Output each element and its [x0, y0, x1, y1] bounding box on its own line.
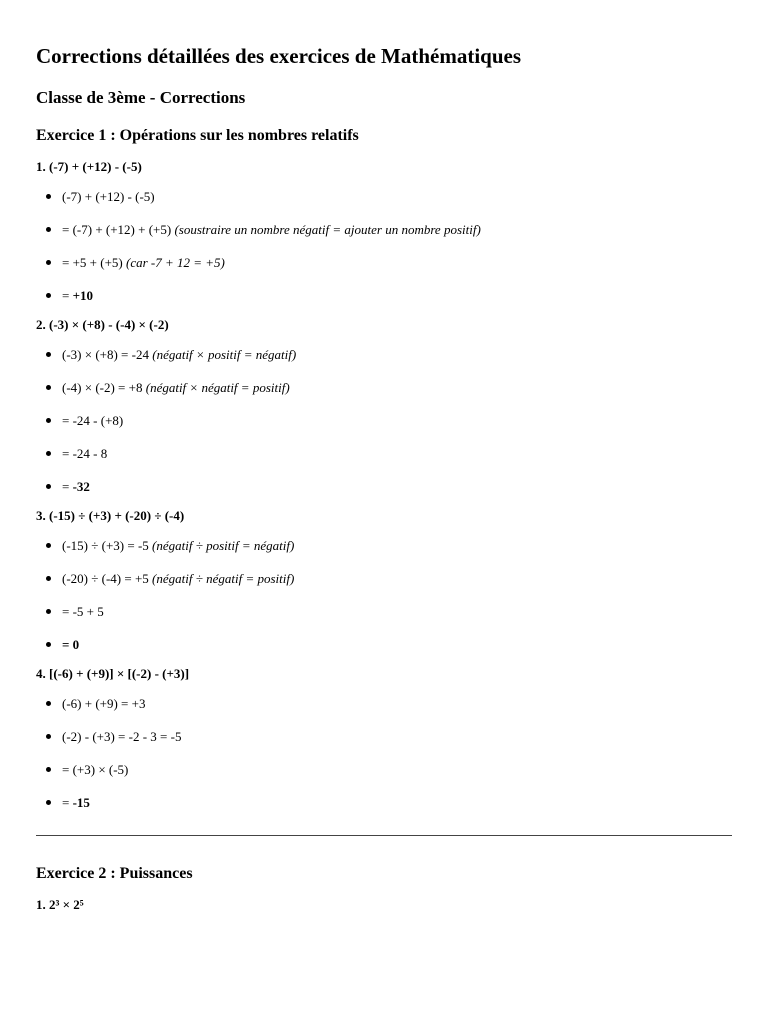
step-text: (-7) + (+12) - (-5) — [62, 189, 155, 204]
step-text: (-6) + (+9) = +3 — [62, 696, 146, 711]
solution-steps — [36, 537, 732, 653]
list-item — [62, 221, 732, 238]
exercise-1 — [36, 126, 732, 811]
page-title: Corrections détaillées des exercices de Mathématiques — [36, 44, 522, 68]
list-item — [62, 188, 732, 205]
list-item — [62, 695, 732, 712]
list-item — [62, 346, 732, 363]
step-result: -32 — [72, 479, 90, 494]
question-title: 2. (-3) × (+8) - (-4) × (-2) — [36, 317, 169, 332]
step-text: = -5 + 5 — [62, 604, 104, 619]
solution-steps — [36, 188, 732, 304]
step-note: (négatif ÷ positif = négatif) — [152, 538, 295, 553]
step-note: (car -7 + 12 = +5) — [125, 255, 225, 270]
step-text: = (+3) × (-5) — [62, 762, 129, 777]
question-title: 4. [(-6) + (+9)] × [(-2) - (+3)] — [36, 666, 190, 681]
exercise-1-question-1 — [36, 158, 732, 304]
step-result: +10 — [72, 288, 94, 303]
step-note: (négatif × négatif = positif) — [145, 380, 290, 395]
exercise-1-question-2 — [36, 316, 732, 495]
step-text: = — [62, 795, 73, 810]
list-item — [62, 537, 732, 554]
step-note: (négatif × positif = négatif) — [152, 347, 297, 362]
list-item — [62, 794, 732, 811]
exercise-1-heading: Exercice 1 : Opérations sur les nombres relatifs — [36, 127, 359, 144]
list-item — [62, 254, 732, 271]
list-item — [62, 379, 732, 396]
question-title: 3. (-15) ÷ (+3) + (-20) ÷ (-4) — [36, 508, 185, 523]
solution-steps — [36, 346, 732, 495]
step-text: (-20) ÷ (-4) = +5 — [62, 571, 149, 586]
list-item — [62, 636, 732, 653]
list-item — [62, 412, 732, 429]
list-item — [62, 728, 732, 745]
step-text: = -24 - (+8) — [62, 413, 124, 428]
step-note: (soustraire un nombre négatif = ajouter un nombre positif) — [174, 222, 481, 237]
step-text: = -24 - 8 — [62, 446, 108, 461]
step-text: = (-7) + (+12) + (+5) — [62, 222, 172, 237]
exercise-1-question-4 — [36, 665, 732, 811]
list-item — [62, 761, 732, 778]
step-text: = +5 + (+5) — [62, 255, 123, 270]
step-result: -15 — [72, 795, 90, 810]
step-text: = — [62, 288, 73, 303]
step-text: (-4) × (-2) = +8 — [62, 380, 143, 395]
list-item — [62, 445, 732, 462]
step-text: = — [62, 637, 73, 652]
section-divider — [36, 835, 732, 836]
step-text: (-3) × (+8) = -24 — [62, 347, 149, 362]
list-item — [62, 478, 732, 495]
list-item — [62, 603, 732, 620]
step-text: (-2) - (+3) = -2 - 3 = -5 — [62, 729, 182, 744]
step-note: (négatif ÷ négatif = positif) — [152, 571, 295, 586]
exercise-2-heading: Exercice 2 : Puissances — [36, 865, 193, 882]
step-text: (-15) ÷ (+3) = -5 — [62, 538, 149, 553]
exercise-1-question-3 — [36, 507, 732, 653]
list-item — [62, 287, 732, 304]
exercise-2 — [36, 864, 732, 914]
step-text: = — [62, 479, 73, 494]
solution-steps — [36, 695, 732, 811]
question-title: 1. (-7) + (+12) - (-5) — [36, 159, 142, 174]
list-item — [62, 570, 732, 587]
page-subtitle: Classe de 3ème - Corrections — [36, 88, 246, 107]
question-title: 1. 2³ × 2⁵ — [36, 897, 84, 912]
step-result: 0 — [72, 637, 80, 652]
